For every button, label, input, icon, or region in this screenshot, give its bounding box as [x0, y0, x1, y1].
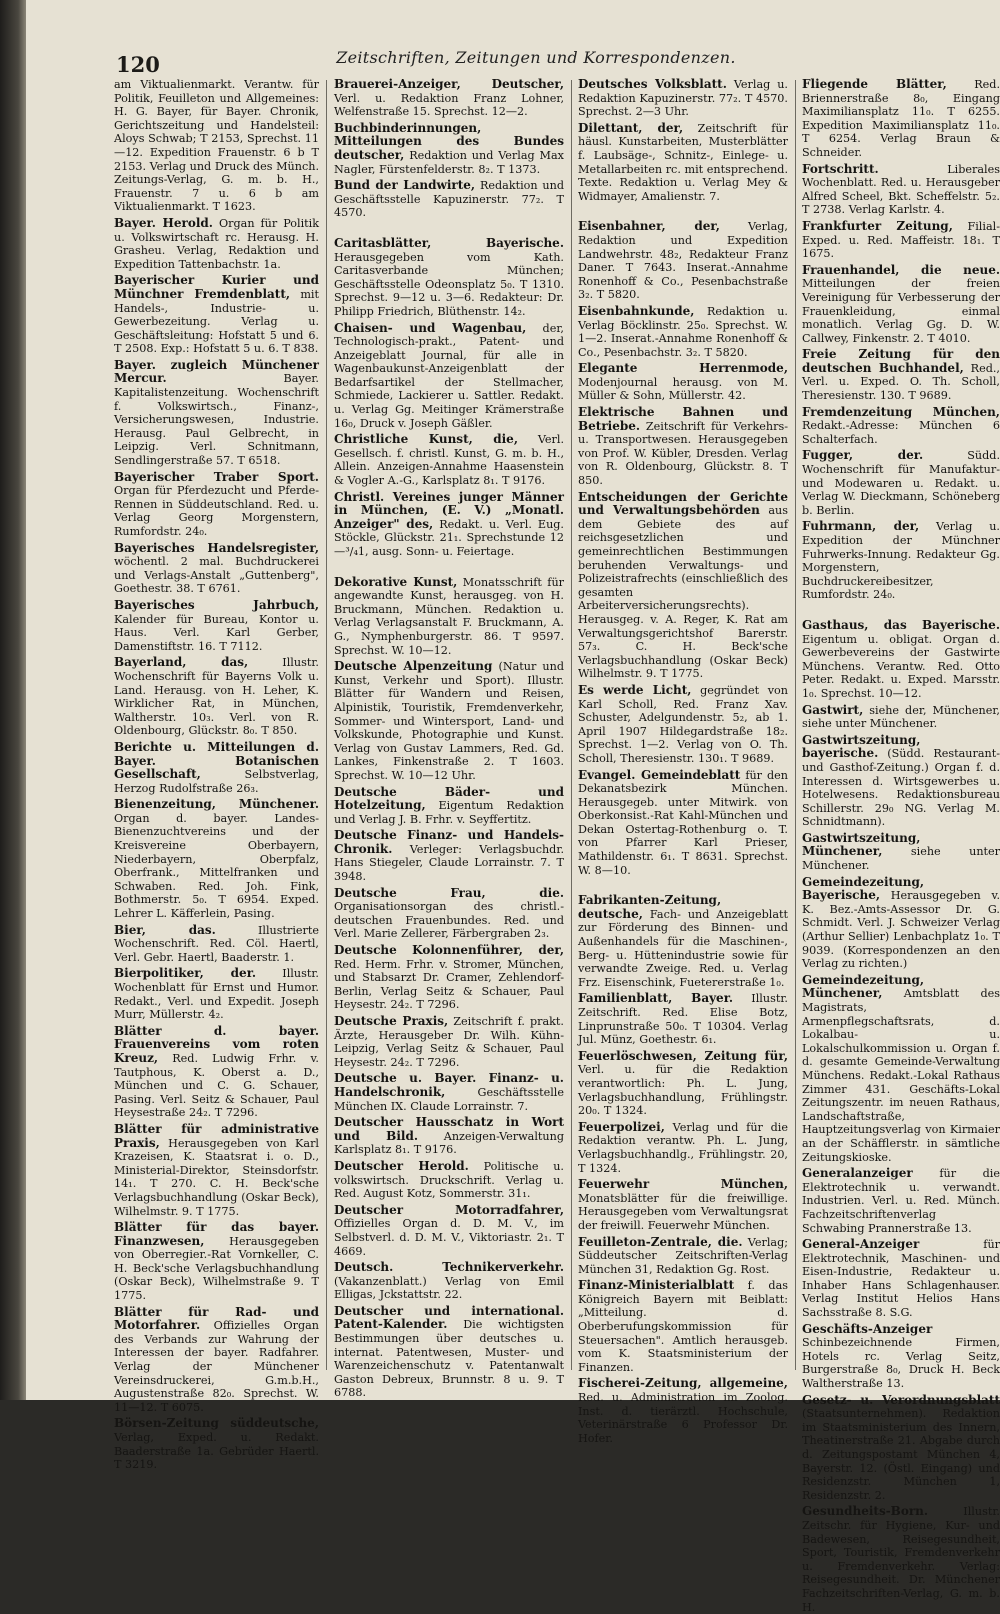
entry-title: Gastwirtszeitung, bayerische.	[802, 732, 921, 761]
directory-entry	[578, 78, 788, 119]
entry-title: Gemeindezeitung, Münchener,	[802, 972, 925, 1001]
directory-entry	[334, 1160, 564, 1201]
entry-title: Gastwirt,	[802, 702, 864, 717]
entry-title: Es werde Licht,	[578, 682, 692, 697]
entry-text: Verlag und für die Redaktion verantw. Ph. L. Jung, Verlagsbuchhandlg., Frühlingstr. 20, T 1324.	[578, 1120, 788, 1175]
entry-title: Deutscher Hausschatz in Wort und Bild.	[334, 1115, 564, 1143]
entry-text: Offizielles Organ des Verbands zur Wahrung der Interessen der bayer. Radfahrer. Verlag der Münchener Vereinsdruckerei, G.m.b.H., Augustenstraße 82₀. Sprechst. W. 11—12. T 6075.	[114, 1319, 320, 1414]
entry-title: Christl. Vereines junger Männer in München, (E. V.) „Monatl. Anzeiger" des,	[334, 489, 564, 531]
entry-title: Elegante Herrenmode,	[578, 361, 788, 376]
entry-text: Die wichtigsten Bestimmungen über deutsches u. internat. Patentwesen, Muster- und Warenzeichenschutz v. Patentanwalt Gaston Debreux, Brunnstr. 8 u. 9. T 6788.	[334, 1318, 564, 1400]
entry-title: Eisenbahner, der,	[578, 219, 720, 234]
directory-page	[26, 0, 1000, 1614]
entry-title: Berichte u. Mitteilungen d. Bayer. Botanischen Gesellschaft,	[114, 739, 319, 782]
directory-entry	[334, 660, 564, 782]
directory-entry	[334, 1015, 564, 1069]
entry-text: Mitteilungen der freien Vereinigung für Verbesserung der Frauenkleidung, einmal monatlich. Verlag Gg. D. W. Callwey, Finkenstr. 2. T 4010.	[802, 277, 1000, 345]
entry-title: Generalanzeiger	[802, 1166, 913, 1181]
entry-text: Schinbezeichnende Firmen, Hotels rc. Verlag Seitz, Burgerstraße 8₀, Druck H. Beck Waltherstraße 13.	[802, 1336, 1000, 1391]
entry-text: siehe der, Münchener, siehe unter Münchener.	[802, 703, 1000, 731]
entry-title: Freie Zeitung für den deutschen Buchhandel,	[802, 347, 1000, 375]
entry-title: Bayerischer Traber Sport.	[114, 469, 319, 484]
running-title: Zeitschriften, Zeitungen und Korrespondenzen.	[336, 48, 736, 67]
directory-entry	[578, 1050, 788, 1118]
directory-entry	[578, 1279, 788, 1374]
directory-entry	[334, 887, 564, 941]
entry-text: Red. Briennerstraße 8₀, Eingang Maximiliansplatz 11₀. T 6255. Expedition Maximiliansplatz 11₀. T 6254. Verlag Braun & Schneider.	[802, 78, 1000, 159]
directory-entry	[114, 967, 319, 1021]
entry-title: Bayerisches Handelsregister,	[114, 540, 319, 555]
directory-entry	[114, 656, 319, 738]
directory-entry	[114, 1221, 319, 1303]
section-gap	[334, 223, 564, 237]
directory-entry	[334, 122, 564, 176]
directory-entry	[334, 1072, 564, 1113]
directory-entry	[802, 734, 1000, 829]
entry-text: Monatsblätter für die freiwillige. Herausgegeben vom Verwaltungsrat der freiwill. Feuerwehr München.	[578, 1191, 788, 1232]
entry-title: Feuerwehr München,	[578, 1177, 788, 1192]
directory-entry	[578, 992, 788, 1046]
entry-text: siehe unter Münchener.	[802, 845, 1000, 873]
entry-text: Selbstverlag, Herzog Rudolfstraße 26₃.	[114, 768, 319, 795]
directory-entry	[334, 1116, 564, 1157]
entry-text: Südd. Wochenschrift für Manufaktur- und Modewaren u. Redakt. u. Verlag W. Dieckmann, Schöneberg b. Berlin.	[802, 449, 1000, 517]
directory-entry	[802, 974, 1000, 1164]
directory-entry	[578, 1377, 788, 1445]
entry-title: Fugger, der.	[802, 448, 924, 463]
directory-entry	[802, 1167, 1000, 1235]
entry-text: Fach- und Anzeigeblatt zur Förderung des Binnen- und Außenhandels für die Maschinen-, Berg- u. Hüttenindustrie sowie für verwandte Zweige. Red. u. Verlag Frz. Eisenschink, Fuetererstraße 1₀.	[578, 907, 788, 989]
entry-title: Dekorative Kunst,	[334, 574, 458, 589]
directory-entry	[334, 1204, 564, 1258]
entry-text: Zeitschrift für Verkehrs- u. Transportwesen. Herausgegeben von Prof. W. Kübler, Dresden. Verlag von R. Oldenbourg, Glückstr. 8. T 850.	[578, 419, 788, 488]
entry-text: Herausgegeben v. K. Bez.-Amts-Assessor Dr. G. Schmidt. Verl. J. Schweizer Verlag (Arthur Sellier) Lenbachplatz 1₀. T 9039. (Korrespondenzen an den Verlag zu richten.)	[802, 889, 1000, 971]
entry-title: Bier, das.	[114, 922, 216, 937]
column-3	[578, 77, 788, 1445]
entry-text: Verl. u. Redaktion Franz Lohner, Welfenstraße 15. Sprechst. 12—2.	[334, 91, 564, 119]
entry-text: Liberales Wochenblatt. Red. u. Herausgeber Alfred Scheel, Bkt. Scheffelstr. 5₂. T 2738. Verlag Karlstr. 4.	[802, 162, 1000, 217]
directory-entry	[334, 1261, 564, 1302]
directory-entry	[334, 576, 564, 658]
entry-title: Gastwirtszeitung, Münchener,	[802, 830, 921, 859]
directory-entry	[802, 1394, 1000, 1503]
directory-entry	[114, 359, 319, 468]
column-4	[802, 77, 1000, 1614]
directory-entry	[334, 786, 564, 827]
column-rule	[795, 80, 796, 1370]
entry-title: Deutsche Finanz- und Handels-Chronik.	[334, 828, 564, 856]
directory-entry	[334, 322, 564, 431]
entry-title: Blätter für das bayer. Finanzwesen,	[114, 1220, 319, 1248]
entry-text: Verleger: Verlagsbuchdr. Hans Stiegeler, Claude Lorrainstr. 7. T 3948.	[334, 842, 564, 884]
entry-text: Red., Verl. u. Exped. O. Th. Scholl, Theresienstr. 130. T 9689.	[802, 361, 1000, 403]
entry-title: Deutscher Herold.	[334, 1158, 469, 1173]
entry-text: gegründet von Karl Scholl, Red. Franz Xav. Schuster, Adelgundenstr. 5₂, ab 1. April 1907 Hildegardstraße 18₂. Sprechst. 1—2. Verlag von O. Th. Scholl, Theresienstr. 130₁. T 9689.	[578, 683, 788, 765]
directory-entry	[802, 876, 1000, 971]
entry-title: Bayerisches Jahrbuch,	[114, 597, 319, 612]
entry-title: Fremdenzeitung München,	[802, 404, 1000, 419]
entry-text: Herausgegeben von Karl Krazeisen, K. Staatsrat i. o. D., Ministerial-Direktor, Steinsdorfstr. 14₁. T 270. C. H. Beck'sche Verlagsbuchhandlung (Oskar Beck), Wilhelmstr. 9. T 1775.	[114, 1136, 319, 1218]
entry-text: Filial-Exped. u. Red. Maffeistr. 18₁. T 1675.	[802, 219, 1000, 261]
directory-entry	[114, 542, 319, 596]
directory-entry	[578, 362, 788, 403]
directory-entry	[802, 520, 1000, 602]
entry-title: Caritasblätter, Bayerische.	[334, 235, 564, 250]
section-gap	[802, 605, 1000, 619]
entry-text: (Südd. Restaurant- und Gasthof-Zeitung.) Organ f. d. Interessen d. Wirtsgewerbes u. Hotelwesens. Redaktionsbureau Schillerstr. 29₀ NG. Verlag M. Schnidtmann).	[802, 747, 1000, 829]
section-gap	[334, 562, 564, 576]
page-number: 120	[116, 52, 160, 77]
entry-text: aus dem Gebiete des auf reichsgesetzlichen und gemeinrechtlichen Bestimmungen beruhenden Verwaltungs- und Polizeistrafrechts (einschließlich des gesamten Arbeiterversicherungsrechts). Herausgeg. v. A. Reger, K. Rat am Verwaltungsgerichtshof Barerstr. 57₃. C. H. Beck'sche Verlagsbuchhandlung (Oskar Beck) Wilhelmstr. 9. T 1775.	[578, 504, 788, 681]
directory-entry	[802, 1238, 1000, 1320]
entry-title: Fortschritt.	[802, 161, 879, 176]
entry-title: Bayer. zugleich Münchener Mercur.	[114, 357, 319, 386]
entry-text: für die Elektrotechnik u. verwandt. Industrien. Verl. u. Red. Münch. Fachzeitschriftenverlag Schwabing Prannerstraße 13.	[802, 1167, 1000, 1235]
entry-text: Redaktion und Verlag Max Nagler, Fürstenfelderstr. 8₂. T 1373.	[334, 148, 564, 176]
entry-title: Gasthaus, das Bayerische.	[802, 617, 1000, 632]
entry-text: (Vakanzenblatt.) Verlag von Emil Elligas, Jckstattstr. 22.	[334, 1274, 564, 1302]
directory-entry	[334, 78, 564, 119]
entry-text: Illustr. Wochenblatt für Ernst und Humor. Redakt., Verl. und Expedit. Joseph Murr, Müllerstr. 4₂.	[114, 967, 319, 1022]
entry-title: Familienblatt, Bayer.	[578, 991, 734, 1006]
entry-text: Verl. u. für die Redaktion verantwortlich: Ph. L. Jung, Verlagsbuchhandlung, Frühlingstr. 20₀. T 1324.	[578, 1063, 788, 1118]
directory-entry	[802, 1505, 1000, 1614]
directory-entry	[114, 1123, 319, 1218]
entry-title: Chaisen- und Wagenbau,	[334, 320, 527, 335]
directory-entry	[578, 305, 788, 359]
directory-entry	[334, 944, 564, 1012]
directory-entry	[114, 741, 319, 795]
entry-title: Gesundheits-Born.	[802, 1504, 929, 1519]
directory-entry	[114, 217, 319, 271]
directory-entry	[802, 449, 1000, 517]
column-2	[334, 77, 564, 1400]
entry-title: Deutsch. Technikerverkehr.	[334, 1260, 564, 1275]
directory-entry	[578, 1121, 788, 1175]
directory-entry	[114, 78, 319, 214]
entry-text: Redaktion u. Verlag Böcklinstr. 25₀. Sprechst. W. 1—2. Inserat.-Annahme Ronenhoff & Co., Pesenbachstr. 3₂. T 5820.	[578, 304, 788, 359]
column-rule	[326, 80, 327, 1370]
entry-text: Redaktion und Geschäftsstelle Kapuzinerstr. 77₂. T 4570.	[334, 179, 564, 220]
entry-title: Deutsche u. Bayer. Finanz- u. Handelschronik,	[334, 1071, 564, 1099]
entry-title: Blätter d. bayer. Frauenvereins vom roten Kreuz,	[114, 1023, 319, 1065]
entry-text: für den Dekanatsbezirk München. Herausgegeb. unter Mitwirk. von Oberkonsist.-Rat Kahl-München und Dekan Ostertag-Rothenburg o. T. von Pfarrer Karl Prieser, Mathildenstr. 6₁. T 8631. Sprechst. W. 8—10.	[578, 768, 788, 877]
entry-text: Verlag, Redaktion und Expedition Landwehrstr. 48₂, Redakteur Franz Daner. T 7643. Inserat.-Annahme Ronenhoff & Co., Pesenbachstraße 3₂. T 5820.	[578, 220, 788, 302]
entry-text: am Viktualienmarkt. Verantw. für Politik, Feuilleton und Allgemeines: H. G. Bayer, für Bayer. Chronik, Gerichtszeitung und Handelsteil: Aloys Schwab; T 2153, Sprechst. 11—12. Expedition Frauenstr. 6 b T 2153. Verlag und Druck des Münch. Zeitungs-Verlag, G. m. b. H., Frauenstr. 7 u. 6 b am Viktualienmarkt. T 1623.	[114, 78, 319, 214]
entry-text: Zeitschrift für häusl. Kunstarbeiten, Musterblätter f. Laubsäge-, Schnitz-, Einlege- u. Metallarbeiten rc. mit entsprechend. Texte. Redaktion u. Verlag Mey & Widmayer, Amalienstr. 7.	[578, 121, 788, 203]
entry-title: Eisenbahnkunde,	[578, 303, 695, 318]
directory-entry	[578, 1236, 788, 1277]
entry-title: Deutsche Alpenzeitung	[334, 659, 493, 674]
entry-text: Organ d. bayer. Landes-Bienenzuchtvereins und der Kreisvereine Oberbayern, Niederbayern, Oberpfalz, Oberfrank., Mittelfranken und Schwaben. Red. Joh. Fink, Bothmerstr. 5₀. T 6954. Exped. Lehrer L. Käfferlein, Pasing.	[114, 811, 319, 921]
book-spine-shadow	[0, 0, 26, 1400]
directory-entry	[578, 220, 788, 302]
entry-title: Blätter für administrative Praxis,	[114, 1121, 319, 1150]
directory-entry	[114, 599, 319, 653]
entry-text: Modenjournal herausg. von M. Müller & Sohn, Müllerstr. 42.	[578, 375, 788, 403]
entry-title: Deutsche Praxis,	[334, 1014, 449, 1028]
entry-title: Fabrikanten-Zeitung, deutsche,	[578, 893, 722, 921]
page-header	[86, 40, 986, 77]
entry-text: Herausgegeben vom Kath. Caritasverbande München; Geschäftsstelle Odeonsplatz 5₀. T 1310. Sprechst. 9—12 u. 3—6. Redakteur: Dr. Philipp Friedrich, Blüthenstr. 14₂.	[334, 250, 564, 318]
entry-text: Geschäftsstelle München IX. Claude Lorrainstr. 7.	[334, 1085, 564, 1113]
directory-entry	[802, 220, 1000, 261]
entry-text: Monatsschrift für angewandte Kunst, herausgeg. von H. Bruckmann, München. Redaktion u. Verlag Verlagsanstalt F. Bruckmann, A. G., Nymphenburgerstr. 86. T 9597. Sprechst. W. 10—12.	[334, 575, 564, 657]
entry-text: wöchentl. 2 mal. Buchdruckerei und Verlags-Anstalt „Guttenberg", Goethestr. 38. T 6761.	[114, 555, 319, 596]
entry-title: Deutsche Kolonnenführer, der,	[334, 943, 564, 958]
directory-entry	[114, 1417, 319, 1471]
entry-title: Bayer. Herold.	[114, 215, 213, 230]
directory-entry	[334, 237, 564, 319]
entry-text: Herausgegeben von Oberregier.-Rat Vornkeller, C. H. Beck'sche Verlagsbuchhandlung (Oskar Beck), Wilhelmstraße 9. T 1775.	[114, 1234, 319, 1303]
entry-title: Bayerland, das,	[114, 655, 249, 670]
entry-title: General-Anzeiger	[802, 1237, 920, 1252]
entry-title: Deutsches Volksblatt.	[578, 77, 727, 91]
section-gap	[578, 880, 788, 894]
directory-entry	[114, 471, 319, 539]
entry-title: Evangel. Gemeindeblatt	[578, 767, 741, 782]
entry-text: Illustr. Wochenschrift für Bayerns Volk u. Land. Herausg. von H. Leher, K. Wirklicher Rat, in München, Waltherstr. 10₃. Verl. von R. Oldenbourg, Glückstr. 8₀. T 850.	[114, 656, 319, 738]
entry-text: Eigentum u. obligat. Organ d. Gewerbevereins der Gastwirte Münchens. Verantw. Red. Otto Peter. Redakt. u. Exped. Marsstr. 1₀. Sprechst. 10—12.	[802, 632, 1000, 700]
directory-entry	[802, 264, 1000, 346]
entry-text: Illustrierte Wochenschrift. Red. Cöl. Haertl, Verl. Gebr. Haertl, Baaderstr. 1.	[114, 923, 319, 964]
directory-entry	[802, 163, 1000, 217]
directory-entry	[334, 433, 564, 487]
directory-entry	[802, 619, 1000, 701]
directory-entry	[802, 832, 1000, 873]
entry-title: Finanz-Ministerialblatt	[578, 1278, 735, 1293]
directory-entry	[114, 1306, 319, 1415]
directory-entry	[578, 894, 788, 989]
entry-text: Organ für Politik u. Volkswirtschaft rc. Herausg. H. Grasheu. Verlag, Redaktion und Expedition Tattenbachstr. 1a.	[114, 216, 320, 271]
directory-entry	[802, 406, 1000, 447]
entry-text: f. das Königreich Bayern mit Beiblatt: „Mitteilung. d. Oberberufungskommission für Steuersachen". Amtlich herausgeb. vom K. Staatsministerium der Finanzen.	[578, 1279, 788, 1374]
entry-title: Frauenhandel, die neue.	[802, 262, 1000, 277]
directory-entry	[578, 684, 788, 766]
entry-text: Verlag, Exped. u. Redakt. Baaderstraße 1a. Gebrüder Haertl. T 3219.	[114, 1431, 319, 1472]
directory-entry	[334, 829, 564, 883]
entry-text: Red. Ludwig Frhr. v. Tautphous, K. Oberst a. D., München und C. G. Schauer, Pasing. Verl. Seitz & Schauer, Paul Heysestraße 24₂. T 7296.	[114, 1051, 319, 1120]
directory-entry	[802, 1323, 1000, 1391]
directory-entry	[802, 704, 1000, 731]
entry-title: Deutsche Frau, die.	[334, 885, 564, 900]
entry-title: Bienenzeitung, Münchener.	[114, 797, 319, 812]
entry-text: für Elektrotechnik, Maschinen- und Eisen-Industrie, Redakteur u. Inhaber Hans Schlagenhauser. Verlag Institut Helios Hans Sachsstraße 8. S.G.	[802, 1238, 1000, 1320]
column-1	[114, 78, 320, 1472]
column-rule	[571, 80, 572, 1370]
directory-entry	[334, 1305, 564, 1400]
entry-text: Redakt. u. Verl. Eug. Stöckle, Glückstr. 21₁. Sprechstunde 12—³/₄1, ausg. Sonn- u. Feiertage.	[334, 517, 564, 558]
entry-title: Buchbinderinnungen, Mitteilungen des Bundes deutscher,	[334, 120, 564, 162]
directory-entry	[114, 274, 319, 356]
entry-text: Amtsblatt des Magistrats, Armenpflegschaftsrats, d. Lokalbau- u. Lokalschulkommission u. Organ f. d. gesamte Gemeinde-Verwaltung Münchens. Redakt.-Lokal Rathaus Zimmer 431. Geschäfts-Lokal Zeitungszentr. im neuen Rathaus, Landschaftstraße, Hauptzeitungsverlag von Kirmaier an der Schäfflerstr. in sämtliche Zeitungskioske.	[802, 987, 1000, 1164]
directory-entry	[578, 1178, 788, 1232]
entry-title: Feuerlöschwesen, Zeitung für,	[578, 1048, 788, 1063]
entry-text: Anzeigen-Verwaltung Karlsplatz 8₁. T 9176.	[334, 1129, 564, 1157]
entry-text: Verl. Gesellsch. f. christl. Kunst, G. m. b. H., Allein. Anzeigen-Annahme Haasenstein & Vogler A.-G., Karlsplatz 8₁. T 9176.	[334, 433, 564, 488]
entry-text: Organisationsorgan des christl.-deutschen Frauenbundes. Red. und Verl. Marie Zellerer, Färbergraben 2₃.	[334, 900, 564, 941]
entry-title: Fuhrmann, der,	[802, 519, 920, 534]
entry-text: Offizielles Organ d. D. M. V., im Selbstverl. d. D. M. V., Viktoriastr. 2₁. T 4669.	[334, 1217, 564, 1258]
entry-text: Red. u. Administration im Zoolog. Inst. d. tierärztl. Hochschule, Veterinärstraße 6 Professor Dr. Hofer.	[578, 1391, 788, 1445]
directory-entry	[578, 769, 788, 878]
entry-text: Politische u. volkswirtsch. Druckschrift. Verlag u. Red. August Kotz, Sommerstr. 31₁.	[334, 1159, 564, 1201]
entry-title: Deutscher Motorradfahrer,	[334, 1202, 564, 1217]
directory-entry	[578, 406, 788, 488]
entry-text: (Staatsunternehmen). Redaktion im Staatsministerium des Innern, Theatinerstraße 21. Abgabe durch d. Zeitungspostamt München 4, Bayerstr. 12. (Östl. Eingang) und Residenzstr. München 1, Residenzstr. 2.	[802, 1407, 1000, 1502]
entry-text: Verlag u. Expedition der Münchner Fuhrwerks-Innung. Redakteur Gg. Morgenstern, Buchdruckereibesitzer, Rumfordstr. 24₀.	[802, 520, 1000, 602]
entry-title: Geschäfts-Anzeiger	[802, 1321, 933, 1336]
entry-text: Eigentum Redaktion und Verlag J. B. Frhr. v. Seyffertitz.	[334, 799, 564, 826]
entry-title: Fischerei-Zeitung, allgemeine,	[578, 1376, 788, 1391]
directory-entry	[334, 179, 564, 220]
entry-title: Dilettant, der,	[578, 120, 684, 135]
entry-title: Feuerpolizei,	[578, 1119, 665, 1134]
directory-entry	[578, 122, 788, 204]
entry-title: Christliche Kunst, die,	[334, 432, 518, 447]
entry-title: Börsen-Zeitung süddeutsche,	[114, 1416, 319, 1431]
entry-title: Entscheidungen der Gerichte und Verwaltungsbehörden	[578, 489, 788, 518]
entry-title: Bierpolitiker, der.	[114, 966, 257, 981]
entry-text: der, Technologisch-prakt., Patent- und Anzeigeblatt Journal, für alle in Wagenbaukunst-Anzeigenblatt der Bedarfsartikel der Stellmacher, Schmiede, Lackierer u. Sattler. Redakt. u. Verlag Gg. Meitinger Krämerstraße 16₀, Druck v. Joseph Gäßler.	[334, 321, 564, 430]
entry-title: Deutsche Bäder- und Hotelzeitung,	[334, 784, 564, 813]
entry-text: Bayer. Kapitalistenzeitung. Wochenschrift f. Volkswirtsch., Finanz-, Versicherungswesen, Industrie. Herausg. Paul Gelbrecht, in Leipzig. Verl. Schnitmann, Sendlingerstraße 57. T 6518.	[114, 372, 319, 468]
directory-entry	[802, 348, 1000, 402]
entry-text: Redakt.-Adresse: München 6 Schalterfach.	[802, 419, 1000, 446]
entry-title: Frankfurter Zeitung,	[802, 218, 953, 233]
entry-text: Illustr. Zeitschr. für Hygiene, Kur- und Badewesen, Reisegesundheit, Sport, Touristik, Fremdenverkehr u. Fremdenverkehr. Verlag: Reisegesundheit. Dr. Münchener Fachzeitschriften-Verlag, G. m. b. H.	[802, 1505, 1000, 1614]
entry-title: Blätter für Rad- und Motorfahrer.	[114, 1304, 319, 1333]
entry-title: Brauerei-Anzeiger, Deutscher,	[334, 77, 564, 91]
entry-text: Red. Herm. Frhr. v. Stromer, München, und Stabsarzt Dr. Cramer, Zehlendorf-Berlin, Verlag Seitz & Schauer, Paul Heysestr. 24₂. T 7296.	[334, 957, 564, 1012]
entry-title: Gemeindezeitung, Bayerische,	[802, 874, 925, 903]
directory-entry	[802, 78, 1000, 160]
directory-entry	[114, 1025, 319, 1120]
entry-text: mit Handels-, Industrie- u. Gewerbezeitung. Verlag u. Geschäftsleitung: Hofstatt 5 und 6. T 2508. Exp.: Hofstatt 5 u. 6. T 838.	[114, 287, 320, 356]
directory-entry	[114, 924, 319, 965]
directory-entry	[334, 491, 564, 559]
entry-text: Verlag u. Redaktion Kapuzinerstr. 77₂. T 4570. Sprechst. 2—3 Uhr.	[578, 78, 788, 119]
entry-title: Bund der Landwirte,	[334, 178, 476, 193]
entry-text: Zeitschrift f. prakt. Ärzte, Herausgeber Dr. Wilh. Kühn-Leipzig, Verlag Seitz & Schauer, Paul Heysestr. 24₂. T 7296.	[334, 1015, 564, 1069]
entry-text: Organ für Pferdezucht und Pferde-Rennen in Süddeutschland. Red. u. Verlag Georg Morgenstern, Rumfordstr. 24₀.	[114, 484, 319, 538]
entry-text: (Natur und Kunst, Verkehr und Sport). Illustr. Blätter für Wandern und Reisen, Alpinistik, Touristik, Fremdenverkehr, Sommer- und Wintersport, Land- und Volkskunde, Photographie und Kunst. Verlag von Gustav Lammers, Red. Gd. Lankes, Finkenstraße 2. T 1603. Sprechst. W. 10—12 Uhr.	[334, 660, 564, 782]
directory-entry	[114, 798, 319, 920]
entry-title: Feuilleton-Zentrale, die.	[578, 1234, 743, 1249]
section-gap	[578, 206, 788, 220]
entry-title: Deutscher und international. Patent-Kalender.	[334, 1303, 564, 1332]
entry-text: Illustr. Zeitschrift. Red. Elise Botz, Linprunstraße 50₀. T 10304. Verlag Jul. Münz, Goethestr. 6₁.	[578, 992, 788, 1047]
entry-text: Kalender für Bureau, Kontor u. Haus. Verl. Karl Gerber, Damenstiftstr. 16. T 7112.	[114, 612, 319, 653]
entry-title: Elektrische Bahnen und Betriebe.	[578, 405, 788, 433]
entry-title: Gesetz- u. Verordnungsblatt	[802, 1392, 1000, 1407]
entry-title: Fliegende Blätter,	[802, 77, 947, 91]
directory-entry	[578, 491, 788, 681]
entry-title: Bayerischer Kurier und Münchner Fremdenblatt,	[114, 273, 319, 301]
entry-text: Verlag; Süddeutscher Zeitschriften-Verlag München 31, Redaktion Gg. Rost.	[578, 1235, 788, 1276]
